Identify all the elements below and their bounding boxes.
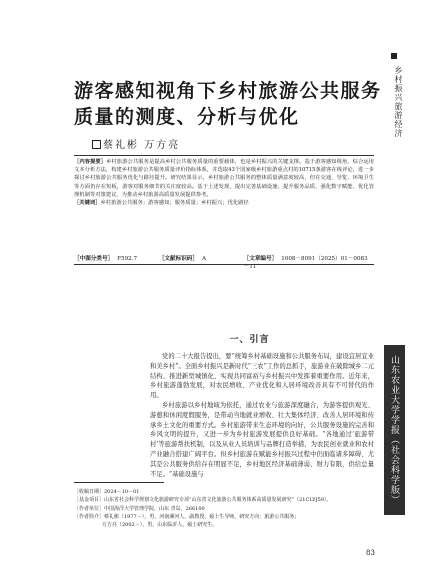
author-line — [92, 136, 180, 151]
footnote-author-1: ［作者简介］蔡礼彬（1977－），男，河南漯河人，副教授，硕士生导师，研究方向：旅游公共服务； — [74, 513, 300, 520]
journal-name-tab: 山东农业大学学报（社会科学版） — [384, 345, 405, 515]
authors: 蔡礼彬 万方亮 — [103, 140, 181, 151]
keywords: 乡村旅游公共服务；游客感知；服务质量；乡村振兴；优化路径 — [100, 200, 249, 207]
body-paragraph: 党的二十大报告提出，要“统筹乡村基础设施和公共服务布局，建设宜居宜业和美乡村”。全面乡村振兴是新时代“三农”工作的总抓手，旅游业在破除城乡二元结构、推进新型城镇化、实现共同富裕与乡村振兴中发挥着重要作用。近年来，乡村旅游蓬勃发展，对农民增收、产业优化和人居环境改善具有不可替代的作用。 — [150, 353, 374, 400]
abstract-text: 乡村旅游公共服务是提高乡村公共服务质量的重要载体，也是乡村振兴的关键支撑。基于游客感知视角，综合运用文本分析方法，构建乡村旅游公共服务质量评价指标体系，并选取43个国家级乡村旅游重点村的10715条游客在线评论，进一步探讨乡村旅游公共服务优化与路径提升。研究结果显示，乡村旅游公共服务的整体质量满意度较高，但在交通、导览、环境卫生等方面仍存在短板，游客对服务细节的关注度较高。基于上述发现，提出完善基础设施、提升服务品质、强化数字赋能、优化管理机制等对策建议，为推动乡村旅游高质量发展提供参考。 — [74, 159, 374, 198]
body-paragraph: 乡村旅游以乡村地域为依托，通过农业与旅游深度融合，为游客提供观光、游憩和休闲度假服务，是带动当地就业增收、壮大集体经济、改善人居环境和传承乡土文化的重要方式。乡村旅游带来生态环境的向好，公共服务设施的完善和乡风文明的提升，又进一步为乡村旅游发展提供良好基础。“各地通过‘旅游带村’等旅游帮扶机制，以及从业人员培训与品牌打造举措，为农民创业就业和农村产业融合搭建广阔平台。但乡村旅游在赋能乡村振兴过程中仍面临诸多障碍，尤其是公共服务供给存在明显不足，乡村地区经济基础薄弱、财力有限，供给总量不足。“基础设施与 — [150, 401, 374, 478]
section-marker-square — [391, 53, 397, 59]
abstract-top-rule — [74, 155, 374, 156]
section-heading — [0, 332, 427, 345]
doc-code-label: ［文献标识码］ — [158, 256, 198, 262]
doc-code-value: A — [201, 256, 207, 262]
footnotes — [74, 488, 379, 529]
footnote-received: ［收稿日期］2024－10－01 — [74, 489, 140, 495]
body-text — [150, 352, 374, 479]
clc-label: ［中图分类号］ — [74, 256, 114, 262]
article-no-label: ［文章编号］ — [243, 256, 278, 262]
abstract-block — [74, 158, 374, 207]
article-title: 游客感知视角下乡村旅游公共服务质量的测度、分析与优化 — [74, 80, 382, 128]
abstract-bottom-rule — [74, 264, 374, 265]
classification-row — [74, 254, 374, 270]
footnote-rule — [74, 482, 164, 483]
keywords-label: ［关键词］ — [74, 200, 101, 207]
section-heading-text: 一、引言 — [229, 335, 270, 345]
page-number: 83 — [366, 549, 375, 557]
footnote-affiliation: ［作者单位］中国海洋大学管理学院，山东 青岛，266100 — [74, 505, 205, 512]
footnote-fund: ［基金项目］山东省社会科学规划文化旅游研究专项“山东省文化旅游公共服务体系高质量发展研究”（21CLYJ59）。 — [74, 497, 332, 504]
column-label: 乡村振兴旅游经济 — [394, 66, 403, 138]
clc-value: F592.7 — [117, 256, 138, 262]
author-box-icon — [92, 140, 101, 149]
footnote-author-2: 万方亮（2002－），男，山东临沂人，硕士研究生。 — [102, 522, 218, 529]
article-no-value: 1008－8091（2025）01－0083－11 — [243, 256, 368, 270]
abstract-label: ［内容提要］ — [74, 159, 107, 165]
